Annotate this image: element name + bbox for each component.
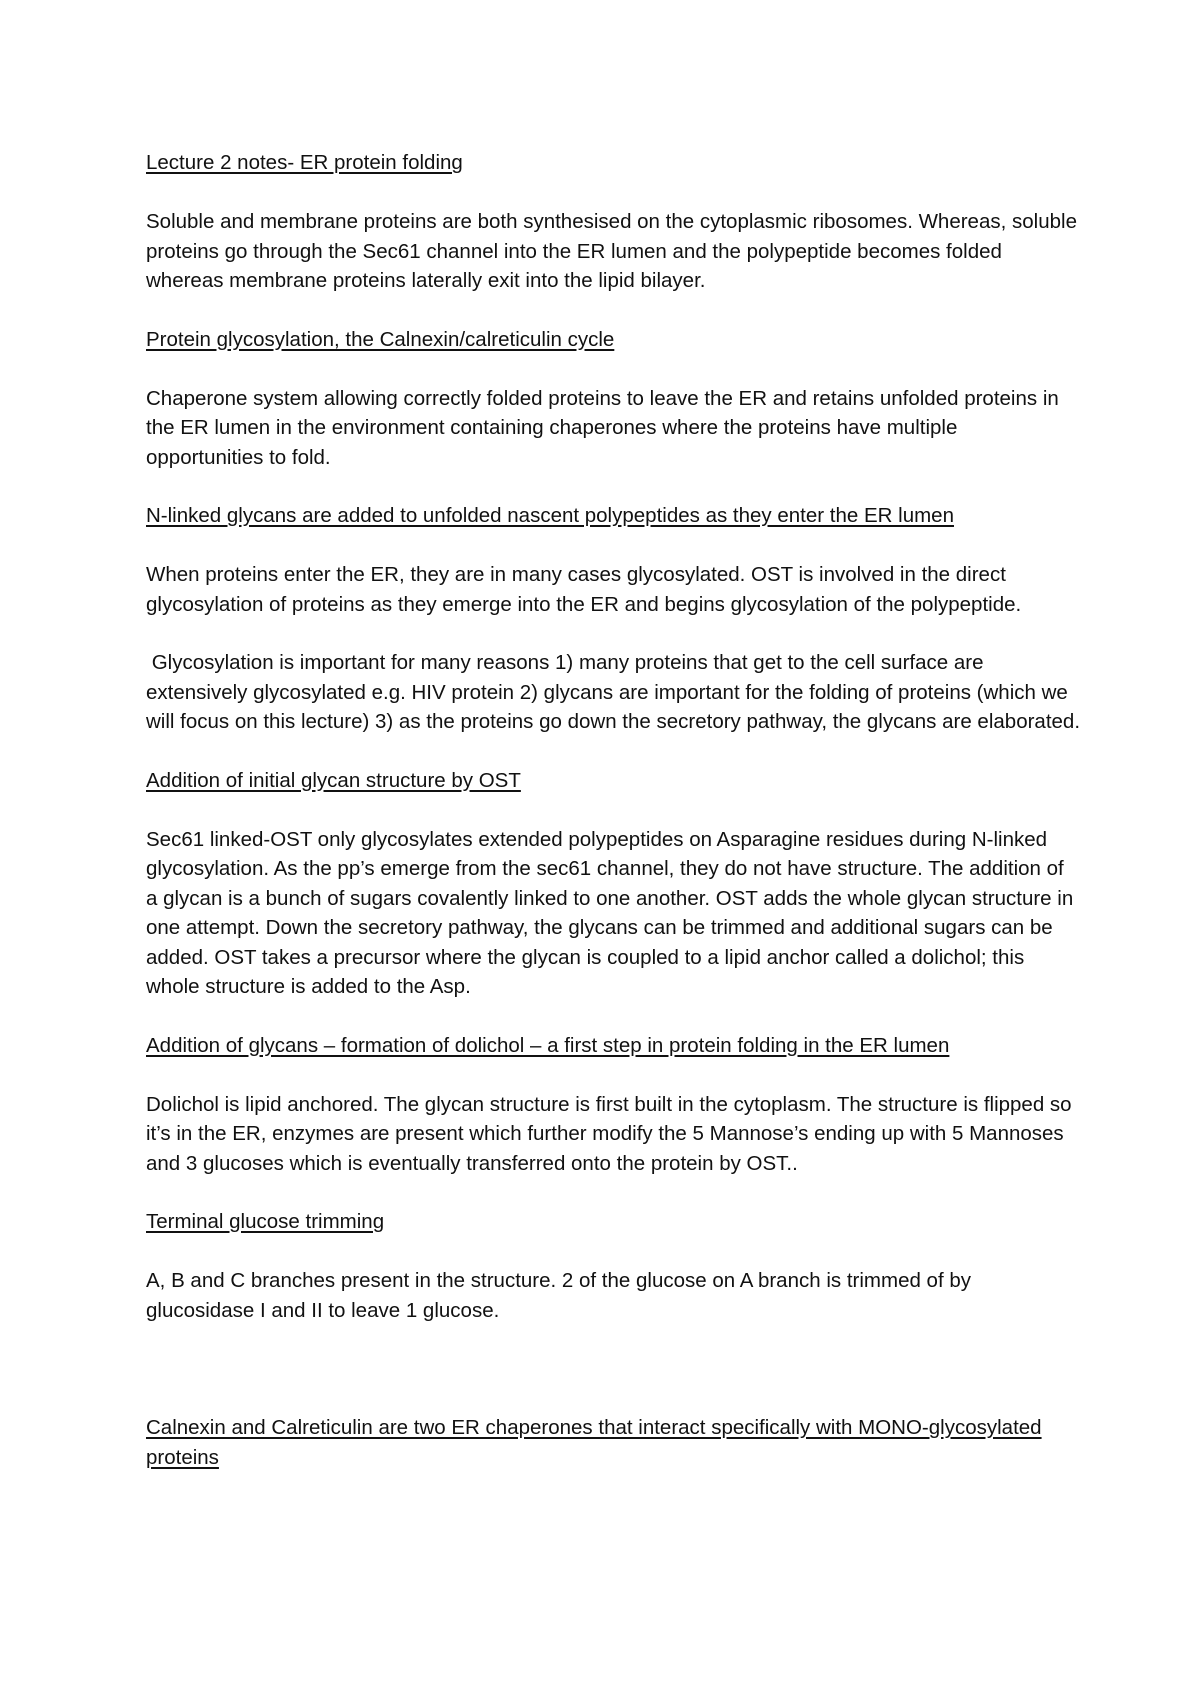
paragraph-ost-glycosylation: When proteins enter the ER, they are in many cases glycosylated. OST is involved in the direct glycosylation of proteins as they emerge into the ER and begins glycosylation of the polypeptide. (146, 563, 1022, 616)
paragraph-glycosylation-importance: Glycosylation is important for many reasons 1) many proteins that get to the cell surface are extensively glycosylated e.g. HIV protein 2) glycans are important for the folding of proteins (which we will focus on this lecture) 3) as the proteins go down the secretory pathway, the glycans are elaborated. (146, 651, 1081, 733)
paragraph-chaperone-system: Chaperone system allowing correctly folded proteins to leave the ER and retains unfolded proteins in the ER lumen in the environment containing chaperones where the proteins have multiple opportunities to fold. (146, 386, 1065, 469)
paragraph-synthesis: Soluble and membrane proteins are both synthesised on the cytoplasmic ribosomes. Whereas, soluble proteins go through the Sec61 channel into the ER lumen and the polypeptide becomes folded whereas membrane proteins laterally exit into the lipid bilayer. (146, 210, 1083, 292)
section-heading-n-linked-glycans: N-linked glycans are added to unfolded nascent polypeptides as they enter the ER lumen (146, 504, 954, 527)
section-heading-glucose-trimming: Terminal glucose trimming (146, 1210, 385, 1233)
section-heading-initial-glycan: Addition of initial glycan structure by OST (146, 768, 521, 792)
paragraph-sec61-ost: Sec61 linked-OST only glycosylates extended polypeptides on Asparagine residues during N-linked glycosylation. As the pp’s emerge from the sec61 channel, they do not have structure. The addition of a glycan is a bunch of sugars covalently linked to one another. OST adds the whole glycan structure in one attempt. Down the secretory pathway, the glycans can be trimmed and additional sugars can be added. OST takes a precursor where the glycan is coupled to a lipid anchor called a dolichol; this whole structure is added to the Asp. (146, 827, 1079, 998)
section-heading-calnexin-calreticulin: Calnexin and Calreticulin are two ER chaperones that interact specifically with MONO-glycosylated proteins (146, 1416, 1042, 1469)
section-heading-dolichol: Addition of glycans – formation of dolichol – a first step in protein folding in the ER lumen (146, 1033, 950, 1057)
paragraph-dolichol: Dolichol is lipid anchored. The glycan structure is first built in the cytoplasm. The structure is flipped so it’s in the ER, enzymes are present which further modify the 5 Mannose’s ending up with 5 Mannoses and 3 glucoses which is eventually transferred onto the protein by OST.. (146, 1092, 1078, 1175)
document-title: Lecture 2 notes- ER protein folding (146, 151, 463, 174)
paragraph-branches: A, B and C branches present in the structure. 2 of the glucose on A branch is trimmed of by glucosidase I and II to leave 1 glucose. (146, 1269, 977, 1322)
section-heading-glycosylation-cycle: Protein glycosylation, the Calnexin/calreticulin cycle (146, 327, 615, 351)
